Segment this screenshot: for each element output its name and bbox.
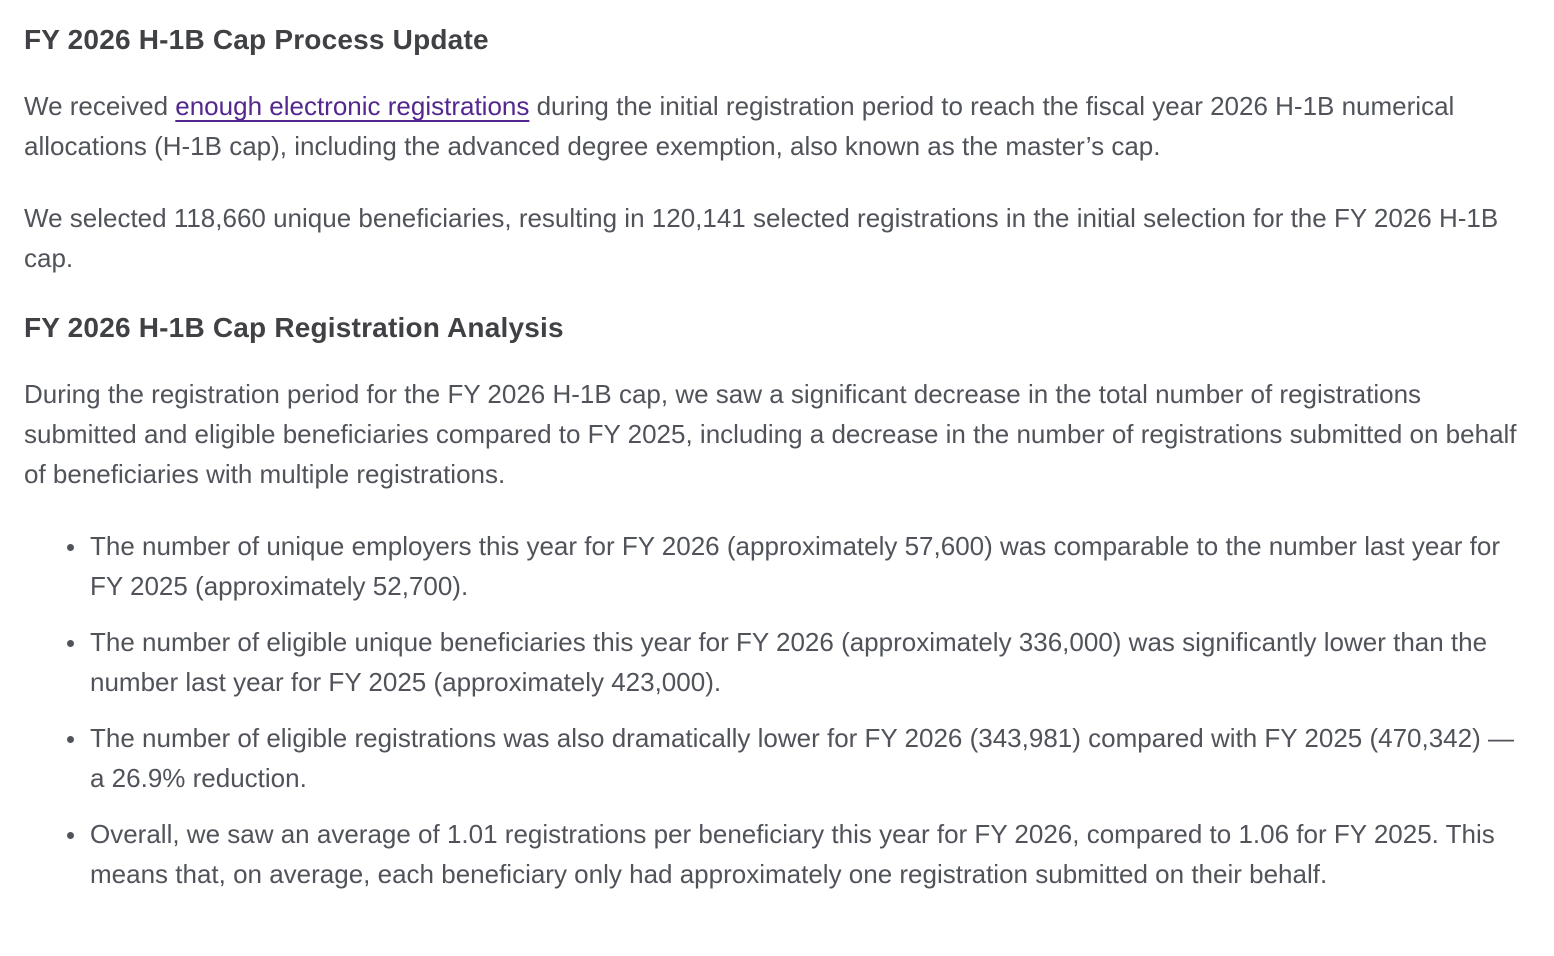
bullet-average-registrations: • Overall, we saw an average of 1.01 registrations per beneficiary this year for FY 2026, compared to 1.06 for FY 2025. This means that, on average, each beneficiary only had approximately one registration submitted on their behalf. xyxy=(88,814,1530,894)
bullet-eligible-registrations: • The number of eligible registrations was also dramatically lower for FY 2026 (343,981) compared with FY 2025 (470,342) — a 26.9% reduction. xyxy=(88,718,1530,798)
bullet-unique-beneficiaries: • The number of eligible unique beneficiaries this year for FY 2026 (approximately 336,000) was significantly lower than the number last year for FY 2025 (approximately 423,000). xyxy=(88,622,1530,702)
analysis-overview-paragraph: During the registration period for the FY 2026 H-1B cap, we saw a significant decrease in the total number of registrations submitted and eligible beneficiaries compared to FY 2025, including a decrease in the number of registrations submitted on behalf of beneficiaries with multiple registrations. xyxy=(24,379,1517,489)
selection-results-paragraph: We selected 118,660 unique beneficiaries, resulting in 120,141 selected registrations in the initial selection for the FY 2026 H-1B cap. xyxy=(24,203,1499,273)
process-update-heading: FY 2026 H-1B Cap Process Update xyxy=(24,24,489,55)
registration-analysis-heading: FY 2026 H-1B Cap Registration Analysis xyxy=(24,312,564,343)
intro-text-before-link: We received xyxy=(24,91,176,121)
intro-paragraph xyxy=(24,86,1530,166)
analysis-bullet-list xyxy=(24,526,1530,894)
enough-registrations-link[interactable]: enough electronic registrations xyxy=(175,91,530,121)
bullet-unique-employers: • The number of unique employers this year for FY 2026 (approximately 57,600) was comparable to the number last year for FY 2025 (approximately 52,700). xyxy=(88,526,1530,606)
intro-text-after-link: during the initial registration period to reach the fiscal year 2026 H-1B numerical allocations (H-1B cap), including the advanced degree exemption, also known as the master’s cap. xyxy=(24,91,1455,161)
